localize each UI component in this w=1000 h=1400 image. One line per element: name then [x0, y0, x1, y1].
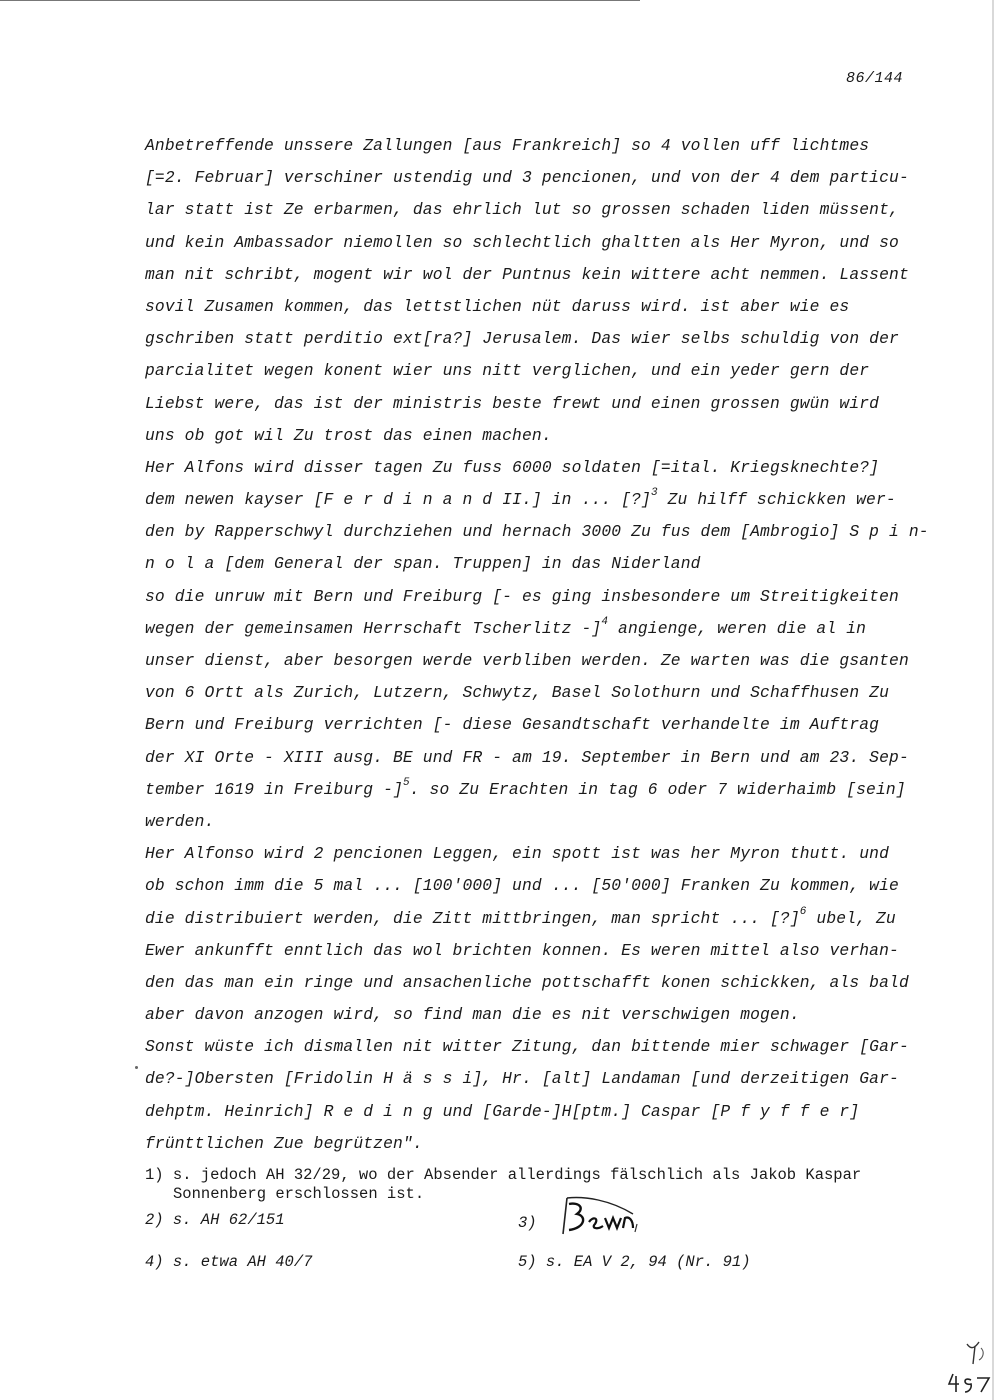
footnote-1-continuation: Sonnenberg erschlossen ist.: [173, 1185, 425, 1203]
line-text: angienge, weren die al in: [608, 618, 867, 638]
text-line: werden.: [145, 811, 215, 831]
text-line: Her Alfonso wird 2 pencionen Leggen, ein spott ist was her Myron thutt. und: [145, 844, 890, 864]
archive-number-stamp: [945, 1340, 995, 1395]
footnote-1: 1) s. jedoch AH 32/29, wo der Absender allerdings fälschlich als Jakob Kaspar: [145, 1166, 862, 1184]
text-line: so die unruw mit Bern und Freiburg [- es ging insbesondere um Streitigkeiten: [145, 586, 899, 606]
text-line: n o l a [dem General der span. Truppen] in das Niderland: [145, 554, 701, 574]
text-line-with-footnote: [145, 774, 935, 806]
footnote-5: 5) s. EA V 2, 94 (Nr. 91): [518, 1253, 751, 1271]
line-text: wegen der gemeinsamen Herrschaft Tscherlitz -]: [145, 618, 602, 638]
letter-transcription: [145, 130, 935, 1160]
text-line: man nit schribt, mogent wir wol der Puntnus kein wittere acht nemmen. Lassent: [145, 264, 909, 284]
text-line: von 6 Ortt als Zurich, Lutzern, Schwytz, Basel Solothurn und Schaffhusen Zu: [145, 683, 890, 703]
footnote-4: 4) s. etwa AH 40/7: [145, 1253, 313, 1271]
text-line: aber davon anzogen wird, so find man die es nit verschwigen mogen.: [145, 1005, 800, 1025]
text-line: und kein Ambassador niemollen so schlechtlich ghaltten als Her Myron, und so: [145, 232, 899, 252]
text-line: unser dienst, aber besorgen werde verbliben werden. Ze warten was die gsanten: [145, 651, 909, 670]
text-line: sovil Zusamen kommen, das lettstlichen nüt daruss wird. ist aber wie es: [145, 296, 850, 316]
footnote-marker: 5: [402, 776, 410, 789]
text-line-with-footnote: [145, 903, 935, 935]
text-line-with-footnote: [145, 613, 935, 645]
text-line: lar statt ist Ze erbarmen, das ehrlich lut so grossen schaden liden müssent,: [145, 200, 899, 220]
text-line: Liebst were, das ist der ministris beste frewt und einen grossen gwün wird: [145, 393, 880, 413]
page-number: 86/144: [846, 70, 904, 87]
text-line: de?-]Obersten [Fridolin H ä s s i], Hr. [alt] Landaman [und derzeitigen Gar-: [145, 1069, 899, 1089]
text-line-with-footnote: [145, 484, 935, 516]
scan-top-edge: [0, 0, 640, 1]
text-line: Bern und Freiburg verrichten [- diese Gesandtschaft verhandelte im Auftrag: [145, 715, 880, 735]
text-line: Sonst wüste ich dismallen nit witter Zitung, dan bittende mier schwager [Gar-: [145, 1037, 909, 1057]
text-line: gschriben statt perditio ext[ra?] Jerusalem. Das wier selbs schuldig von der: [145, 329, 899, 349]
scan-right-edge: [992, 0, 994, 1400]
footnote-marker: 6: [799, 905, 807, 918]
text-line: parcialitet wegen konent wier uns nitt verglichen, und ein yeder gern der: [145, 361, 870, 381]
text-line: Her Alfons wird disser tagen Zu fuss 6000 soldaten [=ital. Kriegsknechte?]: [145, 457, 880, 477]
line-text: . so Zu Erachten in tag 6 oder 7 widerhaimb [sein]: [409, 779, 906, 799]
text-line: ob schon imm die 5 mal ... [100'000] und ... [50'000] Franken Zu kommen, wie: [145, 876, 899, 896]
line-text: ubel, Zu: [806, 908, 896, 928]
line-text: tember 1619 in Freiburg -]: [145, 779, 403, 799]
text-line: den das man ein ringe und ansachenliche pottschafft konen schickken, als bald: [145, 972, 909, 992]
line-text: dem newen kayser [F e r d i n a n d II.] in ... [?]: [145, 490, 651, 510]
footnote-2: 2) s. AH 62/151: [145, 1211, 285, 1229]
footnote-marker: 3: [650, 487, 658, 500]
line-text: Zu hilff schickken wer-: [657, 490, 896, 510]
text-line: frünttlichen Zue begrützen".: [145, 1133, 423, 1153]
footnote-3: 3): [518, 1214, 537, 1232]
line-text: die distribuiert werden, die Zitt mittbringen, man spricht ... [?]: [145, 908, 800, 928]
margin-speck: [135, 1066, 138, 1069]
text-line: Ewer ankunfft enntlich das wol brichten konnen. Es weren mittel also verhan-: [145, 940, 899, 960]
text-line: der XI Orte - XIII ausg. BE und FR - am 19. September in Bern und am 23. Sep-: [145, 747, 909, 767]
footnote-marker: 4: [601, 615, 609, 628]
text-line: [=2. Februar] verschiner ustendig und 3 pencionen, und von der 4 dem particu-: [145, 168, 909, 188]
text-line: Anbetreffende unssere Zallungen [aus Frankreich] so 4 vollen uff lichtmes: [145, 136, 870, 155]
text-line: den by Rapperschwyl durchziehen und hernach 3000 Zu fus dem [Ambrogio] S p i n-: [145, 522, 929, 542]
text-line: dehptm. Heinrich] R e d i n g und [Garde-]H[ptm.] Caspar [P f y f f e r]: [145, 1101, 860, 1121]
text-line: uns ob got wil Zu trost das einen machen.: [145, 425, 552, 445]
handwritten-bern-note: [555, 1194, 650, 1239]
